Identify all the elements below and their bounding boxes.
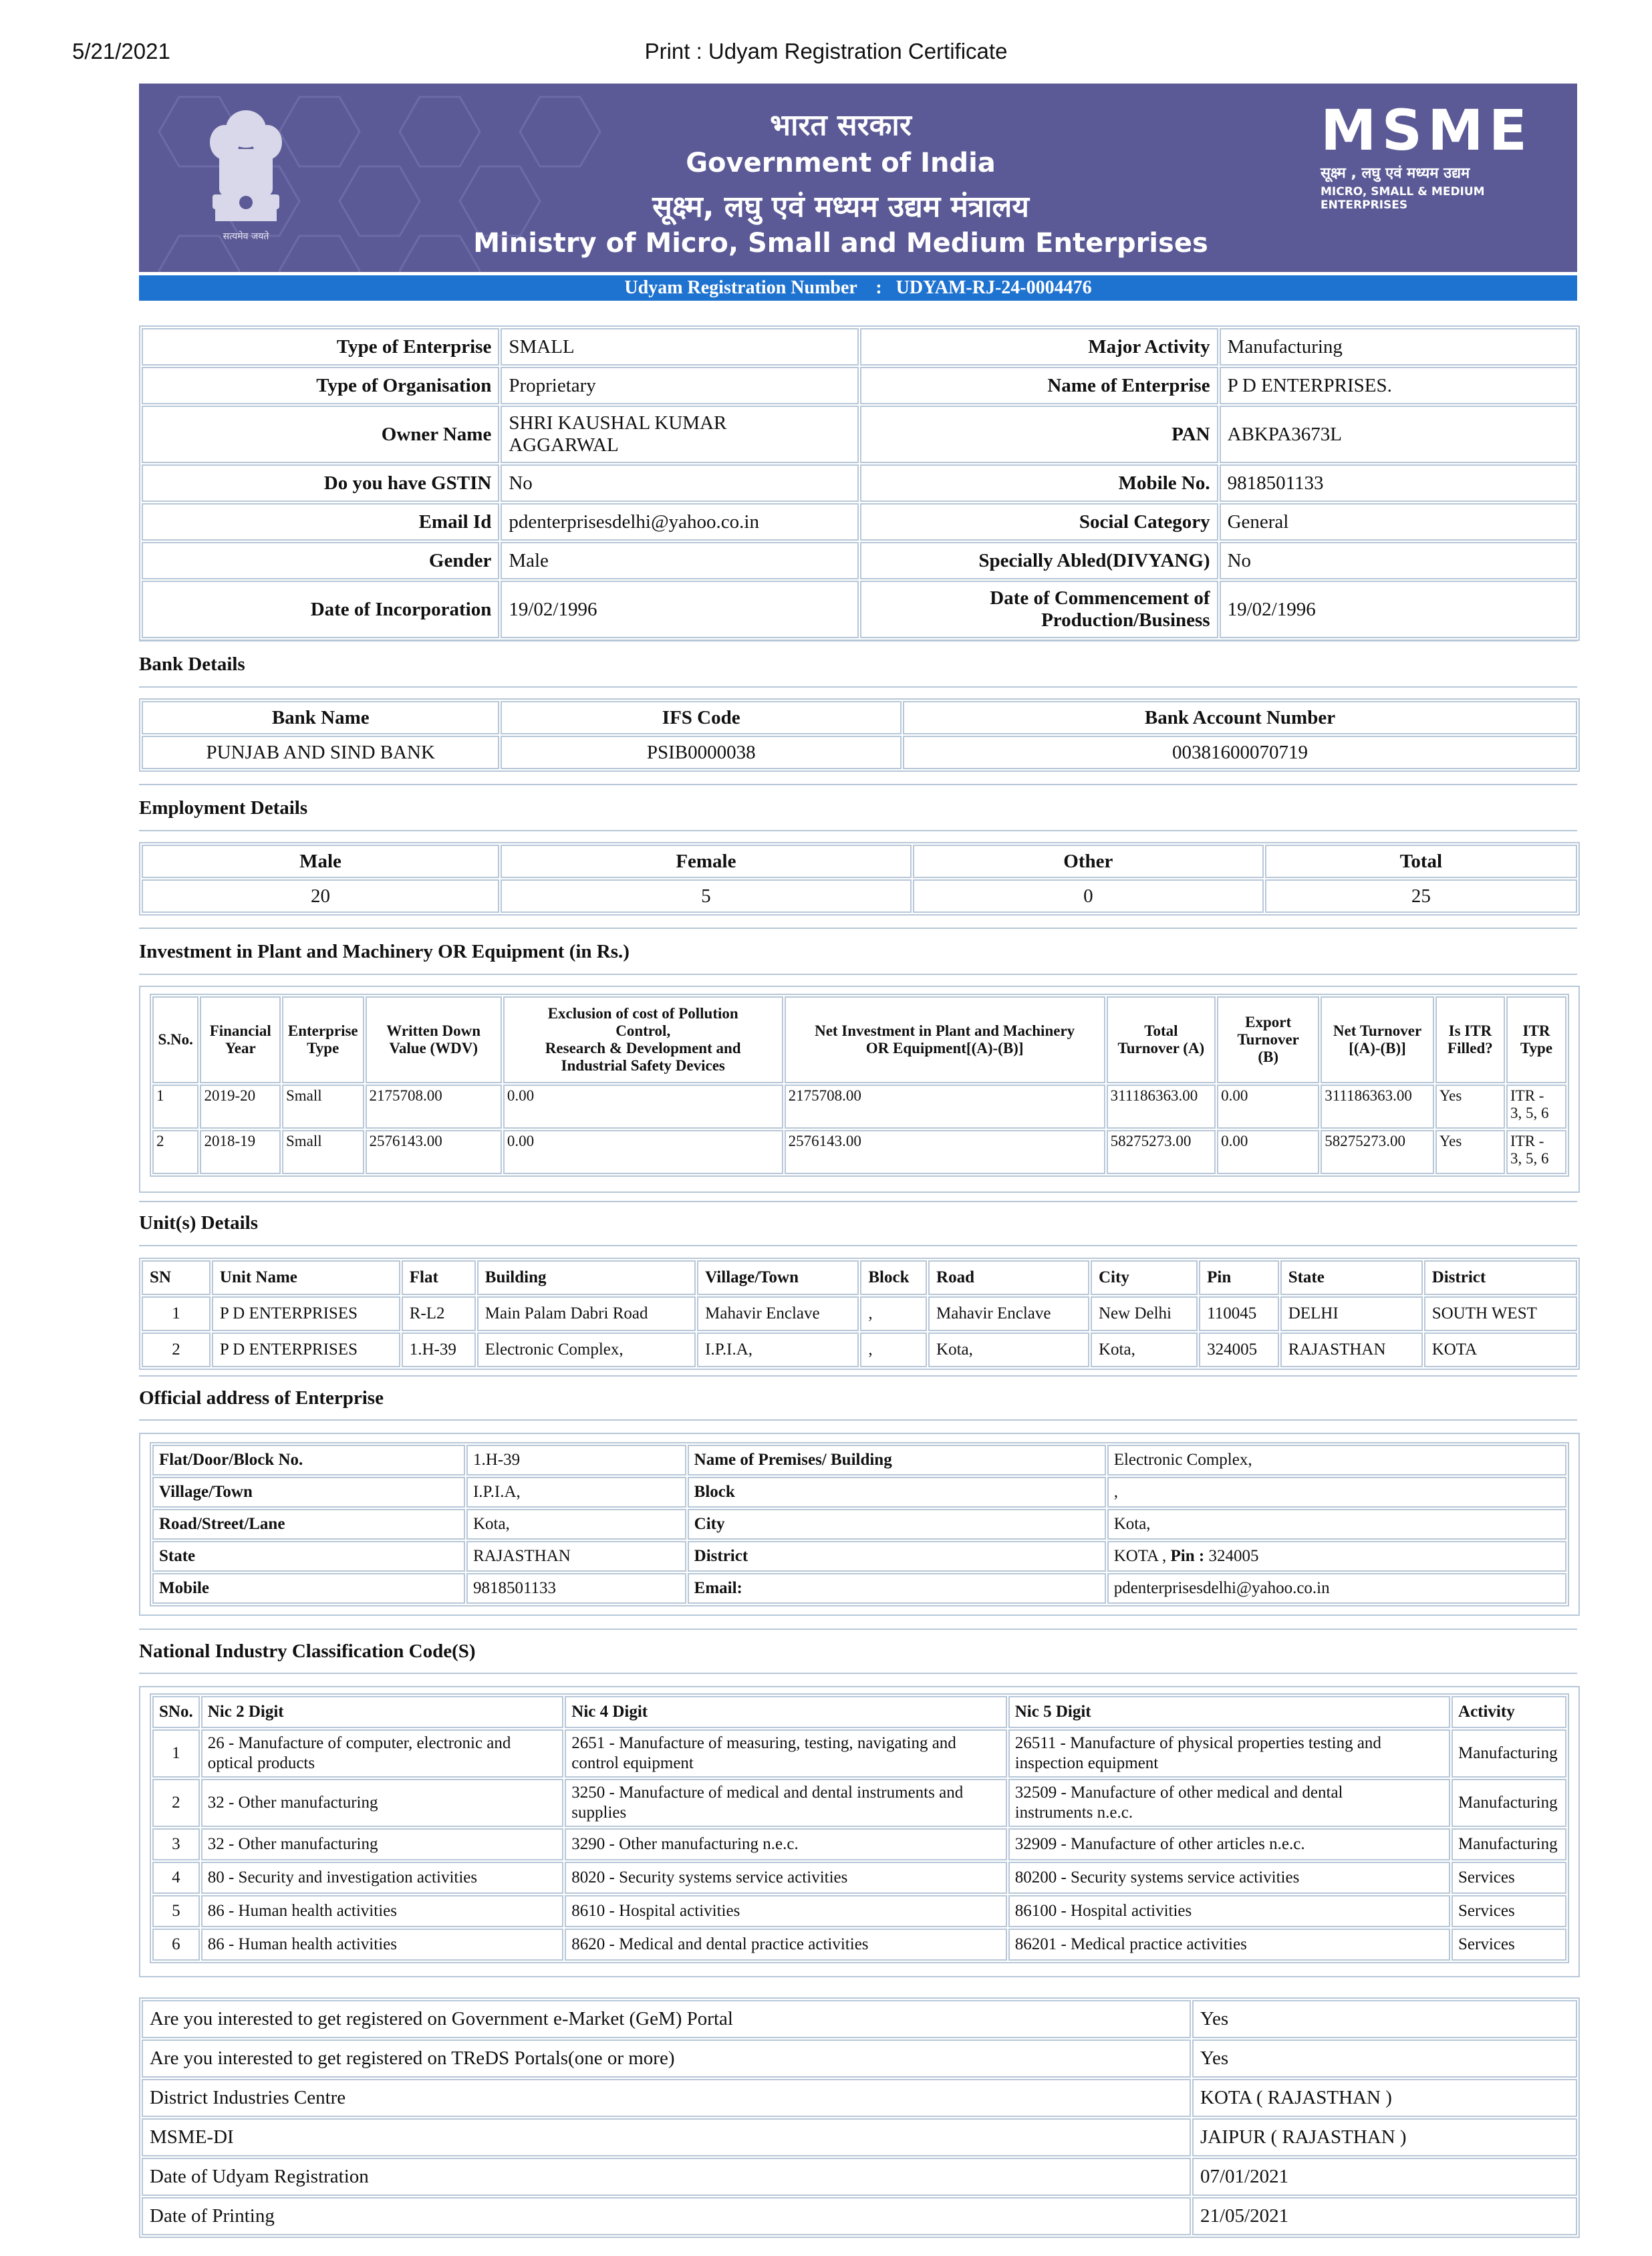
field-value: Male [501,542,859,579]
investment-table [150,994,1569,1177]
table-row [142,879,1577,913]
field-value: No [1220,542,1577,579]
field-label: Gender [142,542,499,579]
cell-line: 26 - Manufacture of computer, electronic and [207,1734,511,1752]
table-cell: Mahavir Enclave [928,1296,1089,1331]
cell-line: ITR - [1510,1087,1544,1104]
table-cell: , [860,1332,927,1367]
header-line: Turnover [1237,1031,1299,1048]
field-value: P D ENTERPRISES. [1220,367,1577,404]
msme-logo-hindi: सूक्ष्म , लघु एवं मध्यम उद्यम [1321,165,1470,182]
column-header [785,996,1105,1083]
table-cell: 25 [1265,879,1577,913]
table-row [142,1296,1577,1331]
field-label: Name of Enterprise [860,367,1218,404]
table-cell: PUNJAB AND SIND BANK [142,736,499,769]
table-cell: Manufacturing [1452,1779,1566,1827]
table-row [152,1477,1566,1508]
column-header: Nic 4 Digit [565,1696,1006,1728]
column-header: State [1280,1260,1423,1295]
table-header-row [142,1260,1577,1295]
banner-hindi-ministry: सूक्ष्म, लघु एवं मध्यम उद्यम मंत्रालय [652,190,1029,224]
table-cell: 0.00 [1217,1130,1319,1174]
field-value: I.P.I.A, [466,1477,686,1508]
column-header: District [1424,1260,1577,1295]
district-value: KOTA , [1113,1547,1171,1565]
table-row [152,1509,1566,1540]
header-line: Exclusion of cost of Pollution [547,1005,738,1022]
emblem-motto: सत्यमेव जयते [223,231,269,242]
table-cell: Kota, [928,1332,1089,1367]
table-cell: 6 [152,1929,200,1961]
header-line: Enterprise [287,1022,358,1039]
table-row [142,2039,1577,2078]
table-cell: 324005 [1199,1332,1279,1367]
column-header: City [1091,1260,1198,1295]
table-row [152,1445,1566,1475]
column-header: Bank Account Number [903,701,1577,734]
field-label: Email Id [142,503,499,541]
field-label: Name of Premises/ Building [688,1445,1106,1475]
table-cell: Services [1452,1929,1566,1961]
field-label: Type of Enterprise [142,328,499,366]
summary-answer: KOTA ( RAJASTHAN ) [1192,2079,1577,2117]
header-line: OR Equipment[(A)-(B)] [865,1040,1024,1056]
divider [139,928,1577,929]
table-cell: , [860,1296,927,1331]
table-cell: 8020 - Security systems service activities [565,1862,1006,1894]
owner-name-line1: SHRI KAUSHAL KUMAR [509,412,727,434]
divider [139,1245,1577,1246]
print-title: Print : Udyam Registration Certificate [644,39,1008,63]
table-row [152,1085,1566,1129]
column-header [503,996,783,1083]
field-label: Do you have GSTIN [142,464,499,502]
field-value: Kota, [1107,1509,1566,1540]
divider [139,640,1577,642]
divider [139,1629,1577,1630]
column-header: Male [142,845,499,878]
summary-answer: Yes [1192,2000,1577,2038]
table-cell: 2576143.00 [366,1130,502,1174]
field-label: Block [688,1477,1106,1508]
table-cell: P D ENTERPRISES [212,1296,400,1331]
table-cell: 311186363.00 [1107,1085,1216,1129]
enterprise-details-table [139,325,1580,641]
summary-question: Date of Udyam Registration [142,2158,1191,2196]
table-row [142,464,1577,502]
registration-summary-table [139,1997,1580,2238]
table-cell: R-L2 [402,1296,476,1331]
bank-details-table [139,698,1580,772]
table-cell: 8610 - Hospital activities [565,1895,1006,1927]
field-label: City [688,1509,1106,1540]
table-cell: 32 - Other manufacturing [201,1779,564,1827]
field-value: ABKPA3673L [1220,406,1577,463]
cell-line: 2651 - Manufacture of measuring, testing, navigating and [571,1734,956,1752]
table-cell: DELHI [1280,1296,1423,1331]
header-line: Type [1520,1040,1553,1056]
column-header: Pin [1199,1260,1279,1295]
table-row [142,2197,1577,2235]
table-cell: 80 - Security and investigation activities [201,1862,564,1894]
nic-title: National Industry Classification Code(S) [139,1641,476,1662]
summary-question: Date of Printing [142,2197,1191,2235]
column-header [1107,996,1216,1083]
msme-logo-word: MSME [1321,98,1533,163]
column-header [1435,996,1505,1083]
employment-details-title: Employment Details [139,797,308,819]
table-row [152,1573,1566,1604]
national-emblem-icon [199,102,293,246]
government-banner [139,84,1577,272]
table-cell: RAJASTHAN [1280,1332,1423,1367]
summary-question: Are you interested to get registered on TReDS Portals(one or more) [142,2039,1191,2078]
summary-question: Are you interested to get registered on Government e-Market (GeM) Portal [142,2000,1191,2038]
table-row [142,736,1577,769]
table-cell: 3290 - Other manufacturing n.e.c. [565,1828,1006,1860]
table-row [152,1828,1566,1860]
summary-answer: 21/05/2021 [1192,2197,1577,2235]
field-label: Date of Incorporation [142,581,499,638]
table-cell: Services [1452,1862,1566,1894]
field-label: Type of Organisation [142,367,499,404]
table-cell: I.P.I.A, [697,1332,859,1367]
table-cell: 2 [152,1130,198,1174]
table-cell [1008,1779,1450,1827]
table-cell: 1 [142,1296,211,1331]
summary-question: District Industries Centre [142,2079,1191,2117]
print-header [0,39,1652,72]
field-value: Manufacturing [1220,328,1577,366]
cell-line: 3, 5, 6 [1510,1150,1549,1167]
column-header: Nic 2 Digit [201,1696,564,1728]
table-row [142,367,1577,404]
table-row [152,1862,1566,1894]
table-cell: 3 [152,1828,200,1860]
table-header-row [152,1696,1566,1728]
header-line: Is ITR [1448,1022,1492,1039]
divider [139,830,1577,831]
field-label: Village/Town [152,1477,465,1508]
field-value: SMALL [501,328,859,366]
table-cell [565,1729,1006,1778]
pin-label: Pin : [1170,1547,1205,1565]
column-header: SNo. [152,1696,200,1728]
official-address-title: Official address of Enterprise [139,1387,384,1409]
table-cell [565,1779,1006,1827]
divider [139,1673,1577,1674]
header-line: ITR [1522,1022,1550,1039]
table-cell: 110045 [1199,1296,1279,1331]
table-cell: Main Palam Dabri Road [477,1296,696,1331]
field-label: Road/Street/Lane [152,1509,465,1540]
banner-english-govt: Government of India [686,148,996,178]
table-cell [1506,1085,1566,1129]
summary-question: MSME-DI [142,2118,1191,2156]
header-line: Filled? [1448,1040,1493,1056]
column-header [1321,996,1434,1083]
divider [139,1375,1577,1377]
msme-logo-english: MICRO, SMALL & MEDIUM ENTERPRISES [1321,185,1485,212]
column-header: Total [1265,845,1577,878]
summary-answer: JAIPUR ( RAJASTHAN ) [1192,2118,1577,2156]
divider [139,686,1577,688]
registration-number: UDYAM-RJ-24-0004476 [896,277,1092,298]
nic-table [150,1693,1569,1963]
field-label [860,581,1218,638]
table-row [142,406,1577,463]
column-header: Nic 5 Digit [1008,1696,1450,1728]
field-label: Mobile [152,1573,465,1604]
summary-answer: 07/01/2021 [1192,2158,1577,2196]
field-value: 1.H-39 [466,1445,686,1475]
table-row [142,503,1577,541]
field-value: Kota, [466,1509,686,1540]
table-cell: 20 [142,879,499,913]
field-label: PAN [860,406,1218,463]
cell-line: control equipment [571,1754,694,1772]
header-line: Control, [615,1022,671,1039]
column-header [200,996,281,1083]
cell-line: inspection equipment [1014,1754,1159,1772]
table-cell: Manufacturing [1452,1729,1566,1778]
table-cell: 32909 - Manufacture of other articles n.e.c. [1008,1828,1450,1860]
divider [139,974,1577,975]
divider [139,1419,1577,1421]
table-cell [1506,1130,1566,1174]
table-cell: 00381600070719 [903,736,1577,769]
table-header-row [142,701,1577,734]
table-cell: SOUTH WEST [1424,1296,1577,1331]
column-header: Activity [1452,1696,1566,1728]
field-label: State [152,1541,465,1572]
table-cell: 58275273.00 [1321,1130,1434,1174]
header-line: Financial [209,1022,271,1039]
table-cell: 2 [152,1779,200,1827]
table-cell: Electronic Complex, [477,1332,696,1367]
table-cell: 8620 - Medical and dental practice activities [565,1929,1006,1961]
field-value [1107,1541,1566,1572]
employment-details-table [139,842,1580,915]
table-row [142,2000,1577,2038]
table-header-row [152,996,1566,1083]
header-line: Total [1144,1022,1178,1039]
table-cell: 2019-20 [200,1085,281,1129]
table-cell: 311186363.00 [1321,1085,1434,1129]
table-cell: 1.H-39 [402,1332,476,1367]
header-line: [(A)-(B)] [1349,1040,1406,1056]
header-line: Export [1245,1014,1292,1030]
field-label: Social Category [860,503,1218,541]
summary-answer: Yes [1192,2039,1577,2078]
column-header [1506,996,1566,1083]
table-cell: 5 [152,1895,200,1927]
field-label: Email: [688,1573,1106,1604]
table-cell: Yes [1435,1130,1505,1174]
field-label: Major Activity [860,328,1218,366]
column-header: Village/Town [697,1260,859,1295]
table-cell: 58275273.00 [1107,1130,1216,1174]
field-label: Mobile No. [860,464,1218,502]
field-value: , [1107,1477,1566,1508]
table-cell: 0.00 [503,1130,783,1174]
table-cell: 86 - Human health activities [201,1895,564,1927]
header-line: Value (WDV) [389,1040,478,1056]
table-cell: 86100 - Hospital activities [1008,1895,1450,1927]
table-cell: 86 - Human health activities [201,1929,564,1961]
table-row [142,581,1577,638]
table-cell: Yes [1435,1085,1505,1129]
table-cell [201,1729,564,1778]
table-cell: Small [282,1085,364,1129]
header-line: Year [225,1040,256,1056]
field-value: No [501,464,859,502]
banner-english-ministry: Ministry of Micro, Small and Medium Enterprises [473,228,1208,259]
registration-label: Udyam Registration Number [624,277,857,298]
field-value: General [1220,503,1577,541]
field-value [501,406,859,463]
table-cell: 2175708.00 [785,1085,1105,1129]
investment-title: Investment in Plant and Machinery OR Equipment (in Rs.) [139,941,630,962]
field-value: 19/02/1996 [1220,581,1577,638]
table-cell: 5 [501,879,912,913]
column-header: Building [477,1260,696,1295]
cell-line: 3250 - Manufacture of medical and dental instruments and [571,1784,964,1802]
column-header: Road [928,1260,1089,1295]
print-date: 5/21/2021 [72,39,170,63]
table-cell: 80200 - Security systems service activities [1008,1862,1450,1894]
table-cell: Services [1452,1895,1566,1927]
bank-details-title: Bank Details [139,654,245,675]
table-cell: 2175708.00 [366,1085,502,1129]
table-row [152,1929,1566,1961]
header-line: (B) [1258,1048,1279,1065]
units-title: Unit(s) Details [139,1212,259,1234]
official-address-table [150,1442,1569,1606]
table-row [152,1779,1566,1827]
table-row [152,1541,1566,1572]
field-value: 9818501133 [466,1573,686,1604]
table-cell: KOTA [1424,1332,1577,1367]
table-cell: Kota, [1091,1332,1198,1367]
owner-name-line2: AGGARWAL [509,434,619,456]
field-label: Flat/Door/Block No. [152,1445,465,1475]
table-cell: 86201 - Medical practice activities [1008,1929,1450,1961]
column-header: Flat [402,1260,476,1295]
header-line: Research & Development and [545,1040,741,1056]
cell-line: supplies [571,1804,627,1822]
column-header: Female [501,845,912,878]
table-header-row [142,845,1577,878]
field-value: 9818501133 [1220,464,1577,502]
field-value: Proprietary [501,367,859,404]
column-header: Bank Name [142,701,499,734]
column-header: Block [860,1260,927,1295]
cell-line: ITR - [1510,1133,1544,1149]
table-row [142,542,1577,579]
cell-line: instruments n.e.c. [1014,1804,1133,1822]
field-value: pdenterprisesdelhi@yahoo.co.in [1107,1573,1566,1604]
divider [139,784,1577,785]
commencement-label-line2: Production/Business [1041,609,1210,631]
divider [139,1201,1577,1202]
header-line: Written Down [386,1022,481,1039]
table-cell: P D ENTERPRISES [212,1332,400,1367]
registration-separator: : [875,277,882,298]
column-header [366,996,502,1083]
table-cell [1008,1729,1450,1778]
table-row [142,1332,1577,1367]
table-row [152,1130,1566,1174]
field-label: Owner Name [142,406,499,463]
table-row [142,2118,1577,2156]
table-cell: Manufacturing [1452,1828,1566,1860]
column-header: SN [142,1260,211,1295]
column-header: Other [913,845,1264,878]
column-header [282,996,364,1083]
table-row [142,2158,1577,2196]
table-cell: 0 [913,879,1264,913]
cell-line: 26511 - Manufacture of physical properties testing and [1014,1734,1381,1752]
column-header [1217,996,1319,1083]
header-line: Net Turnover [1333,1022,1422,1039]
msme-logo [1321,98,1534,212]
banner-hindi-govt: भारत सरकार [770,108,912,142]
column-header: Unit Name [212,1260,400,1295]
field-label: Specially Abled(DIVYANG) [860,542,1218,579]
field-value: 19/02/1996 [501,581,859,638]
table-row [152,1895,1566,1927]
pin-value: 324005 [1204,1547,1259,1565]
cell-line: optical products [207,1754,315,1772]
column-header: S.No. [152,996,198,1083]
table-row [142,2079,1577,2117]
cell-line: 32509 - Manufacture of other medical and dental [1014,1784,1343,1802]
table-cell: Mahavir Enclave [697,1296,859,1331]
field-value: RAJASTHAN [466,1541,686,1572]
table-cell: Small [282,1130,364,1174]
table-row [142,328,1577,366]
table-cell: 0.00 [1217,1085,1319,1129]
header-line: Net Investment in Plant and Machinery [815,1022,1075,1039]
units-table [139,1258,1580,1370]
table-cell: 0.00 [503,1085,783,1129]
table-cell: 2576143.00 [785,1130,1105,1174]
table-cell: 1 [152,1729,200,1778]
table-cell: 32 - Other manufacturing [201,1828,564,1860]
table-cell: 2 [142,1332,211,1367]
table-cell: 4 [152,1862,200,1894]
table-cell: 1 [152,1085,198,1129]
field-value: pdenterprisesdelhi@yahoo.co.in [501,503,859,541]
table-cell: PSIB0000038 [501,736,901,769]
field-label: District [688,1541,1106,1572]
commencement-label-line1: Date of Commencement of [990,587,1210,609]
header-line: Industrial Safety Devices [561,1057,725,1074]
table-row [152,1729,1566,1778]
header-line: Turnover (A) [1117,1040,1205,1056]
field-value: Electronic Complex, [1107,1445,1566,1475]
registration-number-bar [139,275,1577,301]
column-header: IFS Code [501,701,901,734]
table-cell: 2018-19 [200,1130,281,1174]
table-cell: New Delhi [1091,1296,1198,1331]
header-line: Type [307,1040,339,1056]
cell-line: 3, 5, 6 [1510,1105,1549,1121]
